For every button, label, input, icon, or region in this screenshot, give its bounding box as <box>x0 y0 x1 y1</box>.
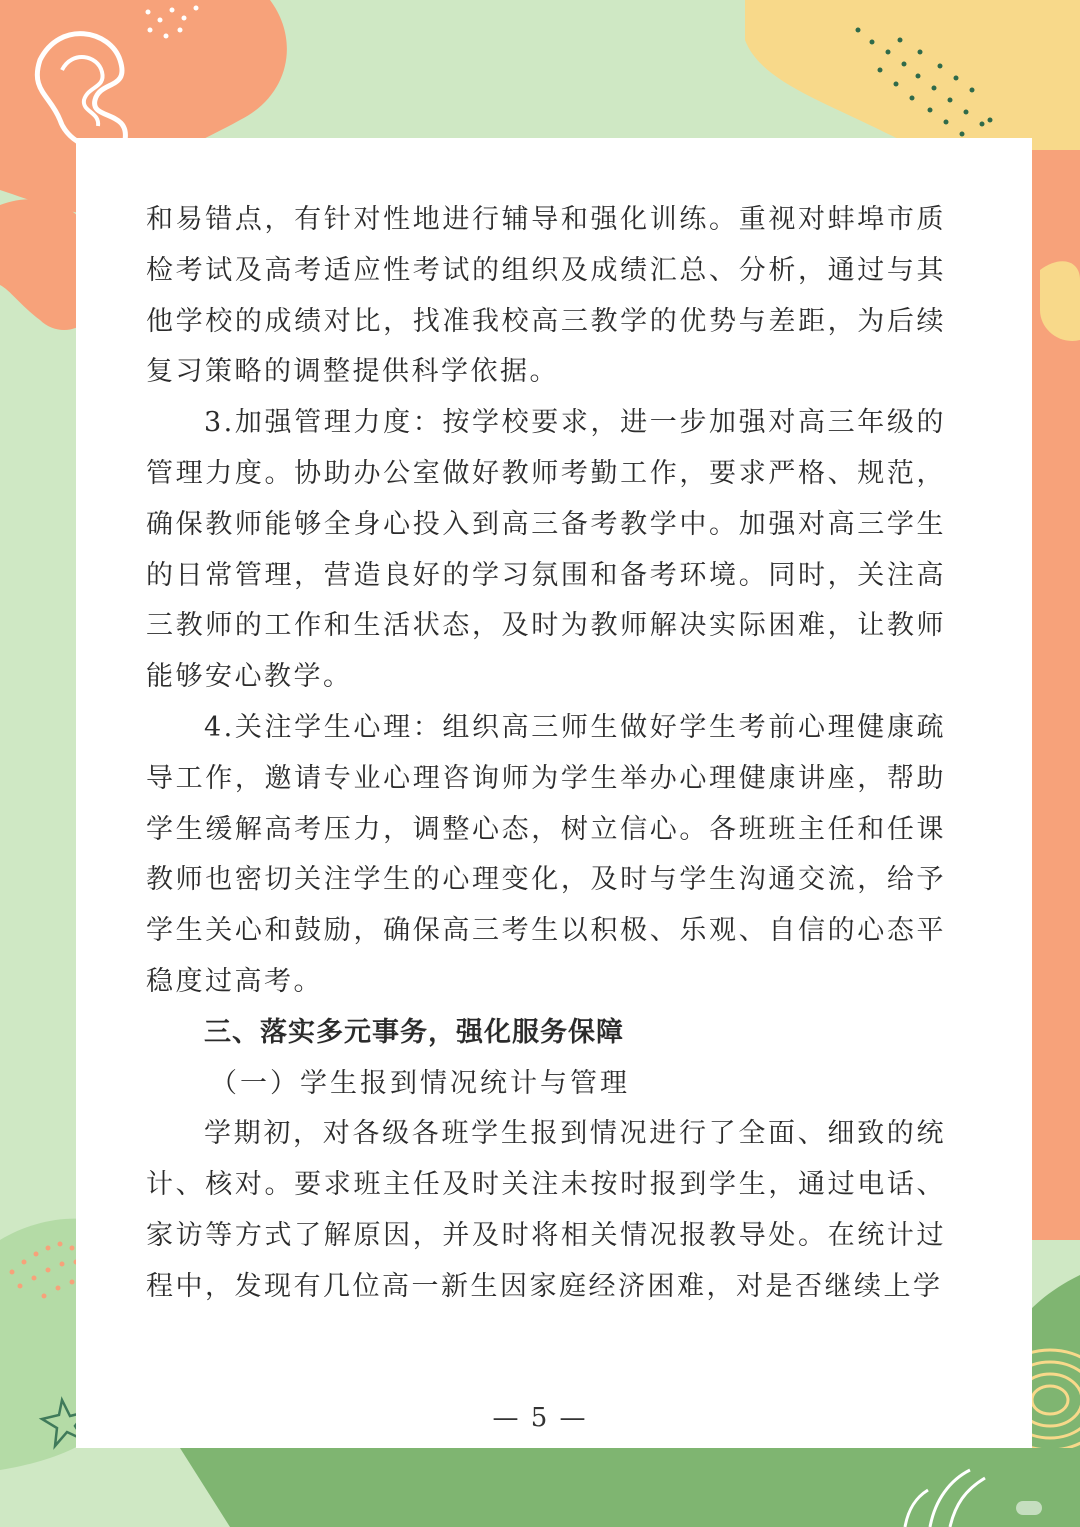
subsection-heading: （一）学生报到情况统计与管理 <box>210 1067 630 1099</box>
paragraph-continued: 和易错点，有针对性地进行辅导和强化训练。重视对蚌埠市质检考试及高考适应性考试的组织及成绩汇总、分析，通过与其他学校的成绩对比，找准我校高三教学的优势与差距，为后续复习策略的调整提供科学依据。 <box>146 204 946 388</box>
page-number: — 5 — <box>492 1403 588 1433</box>
section-heading: 三、落实多元事务，强化服务保障 <box>204 1016 624 1048</box>
paragraph-psychology: 4.关注学生心理：组织高三师生做好学生考前心理健康疏导工作，邀请专业心理咨询师为学生举办心理健康讲座，帮助学生缓解高考压力，调整心态，树立信心。各班班主任和任课教师也密切关注学生的心理变化，及时与学生沟通交流，给予学生关心和鼓励，确保高三考生以积极、乐观、自信的心态平稳度过高考。 <box>146 711 946 997</box>
paragraph-management: 3.加强管理力度：按学校要求，进一步加强对高三年级的管理力度。协助办公室做好教师考勤工作，要求严格、规范，确保教师能够全身心投入到高三备考教学中。加强对高三学生的日常管理，营造良好的学习氛围和备考环境。同时，关注高三教师的工作和生活状态，及时为教师解决实际困难，让教师能够安心教学。 <box>146 407 946 693</box>
watermark-badge <box>1016 1501 1042 1515</box>
paragraph-registration: 学期初，对各级各班学生报到情况进行了全面、细致的统计、核对。要求班主任及时关注未按时报到学生，通过电话、家访等方式了解原因，并及时将相关情况报教导处。在统计过程中，发现有几位高一新生因家庭经济困难，对是否继续上学 <box>146 1118 946 1302</box>
document-body <box>146 195 946 1313</box>
